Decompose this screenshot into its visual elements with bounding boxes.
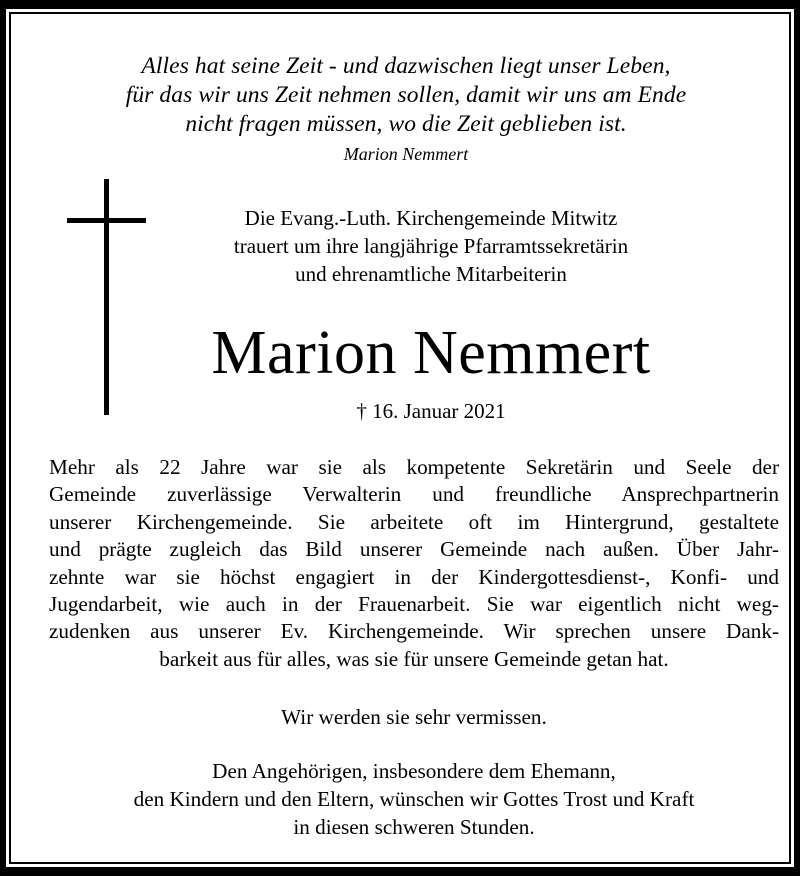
tribute-line-6: Jugendarbeit, wie auch in der Frauenarbeit. Sie war eigentlich nicht weg- bbox=[49, 592, 779, 617]
tribute-line-1: Mehr als 22 Jahre war sie als kompetente Sekretärin und Seele der bbox=[49, 455, 779, 479]
death-date: † 16. Januar 2021 bbox=[356, 399, 506, 423]
condolence-line-2: den Kindern und den Eltern, wünschen wir Gottes Trost und Kraft bbox=[133, 787, 695, 811]
quote-line-1: Alles hat seine Zeit - und dazwischen liegt unser Leben, bbox=[141, 53, 671, 79]
tribute-text bbox=[49, 454, 779, 673]
deceased-name: Marion Nemmert bbox=[211, 319, 651, 387]
closing-missing-line: Wir werden sie sehr vermissen. bbox=[281, 705, 547, 729]
memorial-quote bbox=[106, 52, 706, 139]
notice-sheet bbox=[11, 14, 789, 862]
tribute-line-4: und prägte zugleich das Bild unserer Gemeinde nach außen. Über Jahr- bbox=[49, 537, 779, 562]
announcement-line-1: Die Evang.-Luth. Kirchengemeinde Mitwitz bbox=[244, 206, 618, 230]
quote-author: Marion Nemmert bbox=[343, 144, 469, 164]
announcement-line-2: trauert um ihre langjährige Pfarramtssekretärin bbox=[233, 234, 629, 258]
quote-line-3: nicht fragen müssen, wo die Zeit geblieben ist. bbox=[185, 111, 627, 137]
tribute-line-2: Gemeinde zuverlässige Verwalterin und freundliche Ansprechpartnerin bbox=[49, 482, 779, 507]
quote-line-2: für das wir uns Zeit nehmen sollen, damit wir uns am Ende bbox=[125, 82, 687, 108]
condolence-line-1: Den Angehörigen, insbesondere dem Ehemann, bbox=[212, 759, 616, 783]
tribute-line-8: barkeit aus für alles, was sie für unsere Gemeinde getan hat. bbox=[159, 646, 669, 671]
cross-horizontal-bar bbox=[67, 218, 146, 223]
tribute-line-5: zehnte war sie höchst engagiert in der Kindergottesdienst-, Konfi- und bbox=[49, 564, 779, 589]
closing-condolence bbox=[49, 757, 779, 841]
congregation-announcement bbox=[161, 204, 701, 288]
tribute-line-7: zudenken aus unserer Ev. Kirchengemeinde. Wir sprechen unsere Dank- bbox=[49, 619, 779, 644]
announcement-line-3: und ehrenamtliche Mitarbeiterin bbox=[295, 262, 567, 286]
tribute-line-3: unserer Kirchengemeinde. Sie arbeitete oft im Hintergrund, gestaltete bbox=[49, 509, 779, 534]
condolence-line-3: in diesen schweren Stunden. bbox=[293, 815, 535, 839]
